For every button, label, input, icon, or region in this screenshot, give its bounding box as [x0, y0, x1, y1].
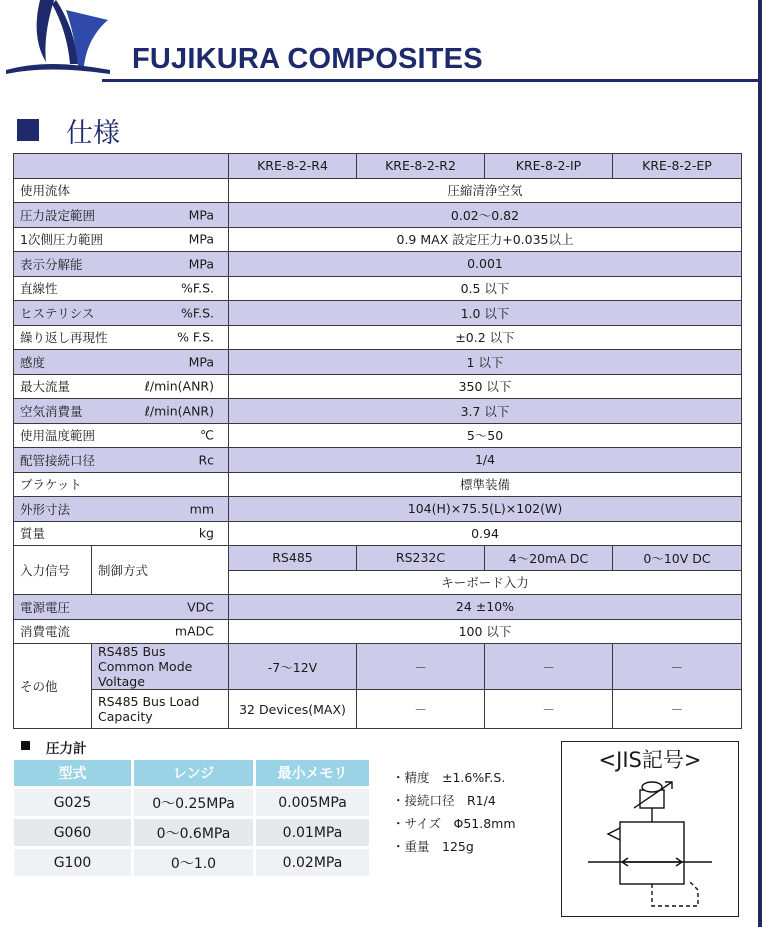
spec-param-cell: [14, 448, 229, 473]
spec-header-row: [14, 154, 742, 179]
spec-param-cell: [14, 325, 229, 350]
spec-row: [14, 423, 742, 448]
spec-unit: kg: [198, 525, 214, 541]
gauge-header-row: [14, 760, 372, 786]
spec-param-cell: [14, 350, 229, 375]
spec-value: 0.5 以下: [229, 276, 742, 301]
other-value: -7～12V: [229, 644, 357, 690]
control-method-label: 制御方式: [92, 546, 229, 595]
gauge-table: [14, 760, 372, 876]
signal-type: RS485: [229, 546, 357, 571]
other-value: －: [613, 644, 742, 690]
spec-param-label: 直線性: [20, 281, 58, 297]
spec-param-cell: [14, 521, 229, 546]
spec-row: [14, 350, 742, 375]
other-value: －: [485, 644, 613, 690]
gauge-note: ・接続口径 R1/4: [392, 793, 496, 808]
gauge-notes: [392, 766, 516, 858]
spec-param-cell: [14, 178, 229, 203]
spec-value: 1 以下: [229, 350, 742, 375]
spec-row: [14, 252, 742, 277]
spec-row: [14, 546, 742, 571]
other-label: その他: [14, 644, 92, 729]
spec-row: [14, 472, 742, 497]
spec-param-cell: [14, 472, 229, 497]
spec-param-label: ヒステリシス: [20, 305, 95, 321]
spec-param-label: 使用温度範囲: [20, 428, 96, 444]
spec-row: [14, 374, 742, 399]
jis-symbol-box: [561, 741, 739, 917]
spec-value: 3.7 以下: [229, 399, 742, 424]
spec-unit: Rc: [198, 452, 214, 468]
spec-row: [14, 276, 742, 301]
gauge-cell: 0～0.6MPa: [134, 816, 256, 846]
section-square-icon: [17, 119, 39, 141]
spec-value: 1.0 以下: [229, 301, 742, 326]
model-header: KRE-8-2-R2: [357, 154, 485, 179]
gauge-title: 圧力計: [46, 741, 87, 757]
manual-input: キーボード入力: [229, 570, 742, 595]
spec-value: 標準装備: [229, 472, 742, 497]
spec-param-label: 最大流量: [20, 379, 71, 395]
spec-param-label: 圧力設定範囲: [20, 207, 96, 223]
signal-type: RS232C: [357, 546, 485, 571]
spec-unit: MPa: [188, 354, 214, 370]
input-signal-label: 入力信号: [14, 546, 92, 595]
spec-param-cell: [14, 252, 229, 277]
spec-row: [14, 325, 742, 350]
model-header: KRE-8-2-R4: [229, 154, 357, 179]
spec-unit: %F.S.: [181, 280, 214, 296]
spec-row: [14, 301, 742, 326]
gauge-row: [14, 816, 372, 846]
spec-unit: ℓ/min(ANR): [144, 403, 214, 419]
gauge-header: 最小メモリ: [256, 760, 372, 786]
gauge-note: ・サイズ Φ51.8mm: [392, 816, 516, 831]
spec-param-cell: [14, 203, 229, 228]
spec-unit: mm: [189, 501, 214, 517]
spec-param-cell: [14, 595, 229, 620]
spec-param-cell: [14, 423, 229, 448]
jis-regulator-symbol-icon: [562, 742, 738, 916]
spec-table: [13, 153, 742, 729]
spec-corner-cell: [14, 154, 229, 179]
spec-value: 5～50: [229, 423, 742, 448]
model-header: KRE-8-2-EP: [613, 154, 742, 179]
spec-row: [14, 448, 742, 473]
spec-row: [14, 595, 742, 620]
spec-param-label: 質量: [20, 526, 46, 542]
spec-param-label: ブラケット: [20, 477, 82, 493]
company-logo: [6, 0, 110, 80]
spec-unit: VDC: [187, 599, 214, 615]
spec-param-label: 電源電圧: [20, 599, 71, 615]
spec-unit: MPa: [188, 256, 214, 272]
spec-value: 0.02～0.82: [229, 203, 742, 228]
gauge-row: [14, 846, 372, 876]
spec-unit: %F.S.: [181, 305, 214, 321]
spec-unit: ℓ/min(ANR): [144, 378, 214, 394]
gauge-cell: 0.02MPa: [256, 846, 372, 876]
spec-row: [14, 619, 742, 644]
jis-title: <JIS記号>: [598, 748, 702, 772]
other-param: RS485 Bus Common Mode Voltage: [92, 644, 229, 690]
spec-value: 0.94: [229, 521, 742, 546]
spec-unit: ℃: [199, 427, 214, 443]
spec-value: 104(H)×75.5(L)×102(W): [229, 497, 742, 522]
gauge-note: ・精度 ±1.6%F.S.: [392, 770, 506, 785]
spec-row: [14, 203, 742, 228]
spec-value: 0.001: [229, 252, 742, 277]
other-value: －: [485, 690, 613, 729]
signal-type: 0～10V DC: [613, 546, 742, 571]
section-title: 仕様: [66, 118, 120, 149]
other-param: RS485 Bus Load Capacity: [92, 690, 229, 729]
spec-param-label: 繰り返し再現性: [20, 330, 108, 346]
gauge-cell: G060: [14, 816, 134, 846]
spec-param-label: 感度: [20, 354, 46, 370]
spec-param-cell: [14, 301, 229, 326]
spec-param-label: 表示分解能: [20, 256, 83, 272]
gauge-note: ・重量 125g: [392, 839, 474, 854]
spec-param-label: 外形寸法: [20, 501, 71, 517]
spec-param-cell: [14, 497, 229, 522]
gauge-cell: 0.005MPa: [256, 786, 372, 816]
spec-unit: mADC: [174, 623, 214, 639]
gauge-header: 型式: [14, 760, 134, 786]
spec-value: 0.9 MAX 設定圧力+0.035以上: [229, 227, 742, 252]
spec-value: 350 以下: [229, 374, 742, 399]
signal-type: 4～20mA DC: [485, 546, 613, 571]
spec-unit: % F.S.: [177, 329, 214, 345]
spec-row: [14, 690, 742, 729]
spec-param-cell: [14, 374, 229, 399]
spec-row: [14, 178, 742, 203]
spec-unit: MPa: [188, 207, 214, 223]
spec-param-cell: [14, 227, 229, 252]
spec-row: [14, 644, 742, 690]
other-value: 32 Devices(MAX): [229, 690, 357, 729]
spec-param-label: 使用流体: [20, 183, 71, 199]
gauge-cell: 0～0.25MPa: [134, 786, 256, 816]
gauge-square-icon: [21, 741, 30, 750]
other-value: －: [357, 644, 485, 690]
spec-value: 圧縮清浄空気: [229, 178, 742, 203]
gauge-row: [14, 786, 372, 816]
gauge-cell: 0.01MPa: [256, 816, 372, 846]
spec-param-cell: [14, 276, 229, 301]
spec-row: [14, 521, 742, 546]
gauge-cell: 0～1.0: [134, 846, 256, 876]
spec-unit: MPa: [188, 231, 214, 247]
spec-row: [14, 227, 742, 252]
spec-param-label: 消費電流: [20, 624, 71, 640]
other-value: －: [613, 690, 742, 729]
page-edge: [758, 0, 762, 927]
gauge-cell: G025: [14, 786, 134, 816]
spec-param-label: 1次側圧力範囲: [20, 232, 103, 248]
gauge-header: レンジ: [134, 760, 256, 786]
other-value: －: [357, 690, 485, 729]
spec-param-label: 空気消費量: [20, 403, 83, 419]
header-rule: [102, 79, 758, 82]
spec-param-cell: [14, 399, 229, 424]
brand-name: FUJIKURA COMPOSITES: [132, 43, 483, 75]
spec-row: [14, 497, 742, 522]
spec-value: 24 ±10%: [229, 595, 742, 620]
spec-value: 1/4: [229, 448, 742, 473]
spec-param-cell: [14, 619, 229, 644]
spec-row: [14, 399, 742, 424]
gauge-cell: G100: [14, 846, 134, 876]
spec-param-label: 配管接続口径: [20, 452, 96, 468]
model-header: KRE-8-2-IP: [485, 154, 613, 179]
spec-value: ±0.2 以下: [229, 325, 742, 350]
spec-value: 100 以下: [229, 619, 742, 644]
